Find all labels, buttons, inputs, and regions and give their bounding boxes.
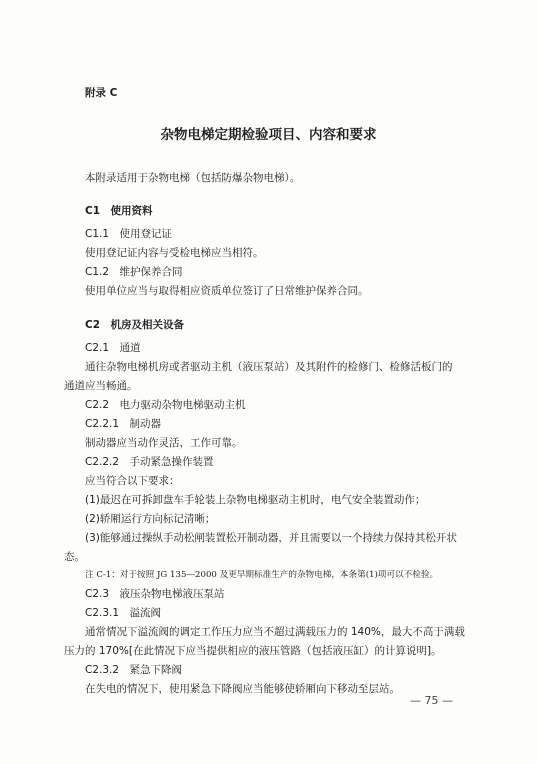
c1-1-text: 使用登记证内容与受检电梯应当相符。 xyxy=(85,247,264,259)
c2-1-text-line2: 通道应当畅通。 xyxy=(64,380,138,392)
c2-2-1-text: 制动器应当动作灵活，工作可靠。 xyxy=(85,437,243,449)
c2-3-1-heading: C2.3.1 溢流阀 xyxy=(85,607,162,619)
c2-3-2-text: 在失电的情况下，使用紧急下降阀应当能够使轿厢向下移动至层站。 xyxy=(85,683,400,695)
c2-2-2-heading: C2.2.2 手动紧急操作装置 xyxy=(85,456,214,468)
c2-2-heading: C2.2 电力驱动杂物电梯驱动主机 xyxy=(85,399,246,411)
c1-2-text: 使用单位应当与取得相应资质单位签订了日常维护保养合同。 xyxy=(85,285,369,297)
c2-3-1-text-line2: 压力的 170%[在此情况下应当提供相应的液压管路（包括液压缸）的计算说明]。 xyxy=(64,645,442,657)
note-c-1: 注 C-1：对于按照 JG 135—2000 及更早期标准生产的杂物电梯，本条第(1)项可以不检验。 xyxy=(85,570,439,580)
section-c1-heading: C1 使用资料 xyxy=(85,205,153,217)
c2-1-heading: C2.1 通道 xyxy=(85,342,141,354)
c1-2-heading: C1.2 维护保养合同 xyxy=(85,266,183,278)
c2-2-2-item-3-line1: (3)能够通过操纵手动松闸装置松开制动器，并且需要以一个持续力保持其松开状 xyxy=(85,532,457,544)
c2-2-2-intro: 应当符合以下要求： xyxy=(85,475,180,487)
section-c2-heading: C2 机房及相关设备 xyxy=(85,319,185,331)
document-title: 杂物电梯定期检验项目、内容和要求 xyxy=(160,127,377,143)
c1-1-heading: C1.1 使用登记证 xyxy=(85,228,173,240)
c2-3-2-heading: C2.3.2 紧急下降阀 xyxy=(85,664,183,676)
c2-3-1-text-line1: 通常情况下溢流阀的调定工作压力应当不超过满载压力的 140%，最大不高于满载 xyxy=(85,626,465,638)
page-number: — 75 — xyxy=(410,694,453,707)
c2-1-text-line1: 通往杂物电梯机房或者驱动主机（液压泵站）及其附件的检修门、检修活板门的 xyxy=(85,361,453,373)
c2-2-1-heading: C2.2.1 制动器 xyxy=(85,418,162,430)
c2-2-2-item-3-line2: 态。 xyxy=(64,551,85,563)
appendix-label: 附录 C xyxy=(85,87,118,99)
scope-paragraph: 本附录适用于杂物电梯（包括防爆杂物电梯）。 xyxy=(85,172,301,184)
c2-2-2-item-1: (1)最迟在可拆卸盘车手轮装上杂物电梯驱动主机时，电气安全装置动作； xyxy=(85,494,426,506)
c2-3-heading: C2.3 液压杂物电梯液压泵站 xyxy=(85,588,225,600)
c2-2-2-item-2: (2)轿厢运行方向标记清晰； xyxy=(85,513,216,525)
